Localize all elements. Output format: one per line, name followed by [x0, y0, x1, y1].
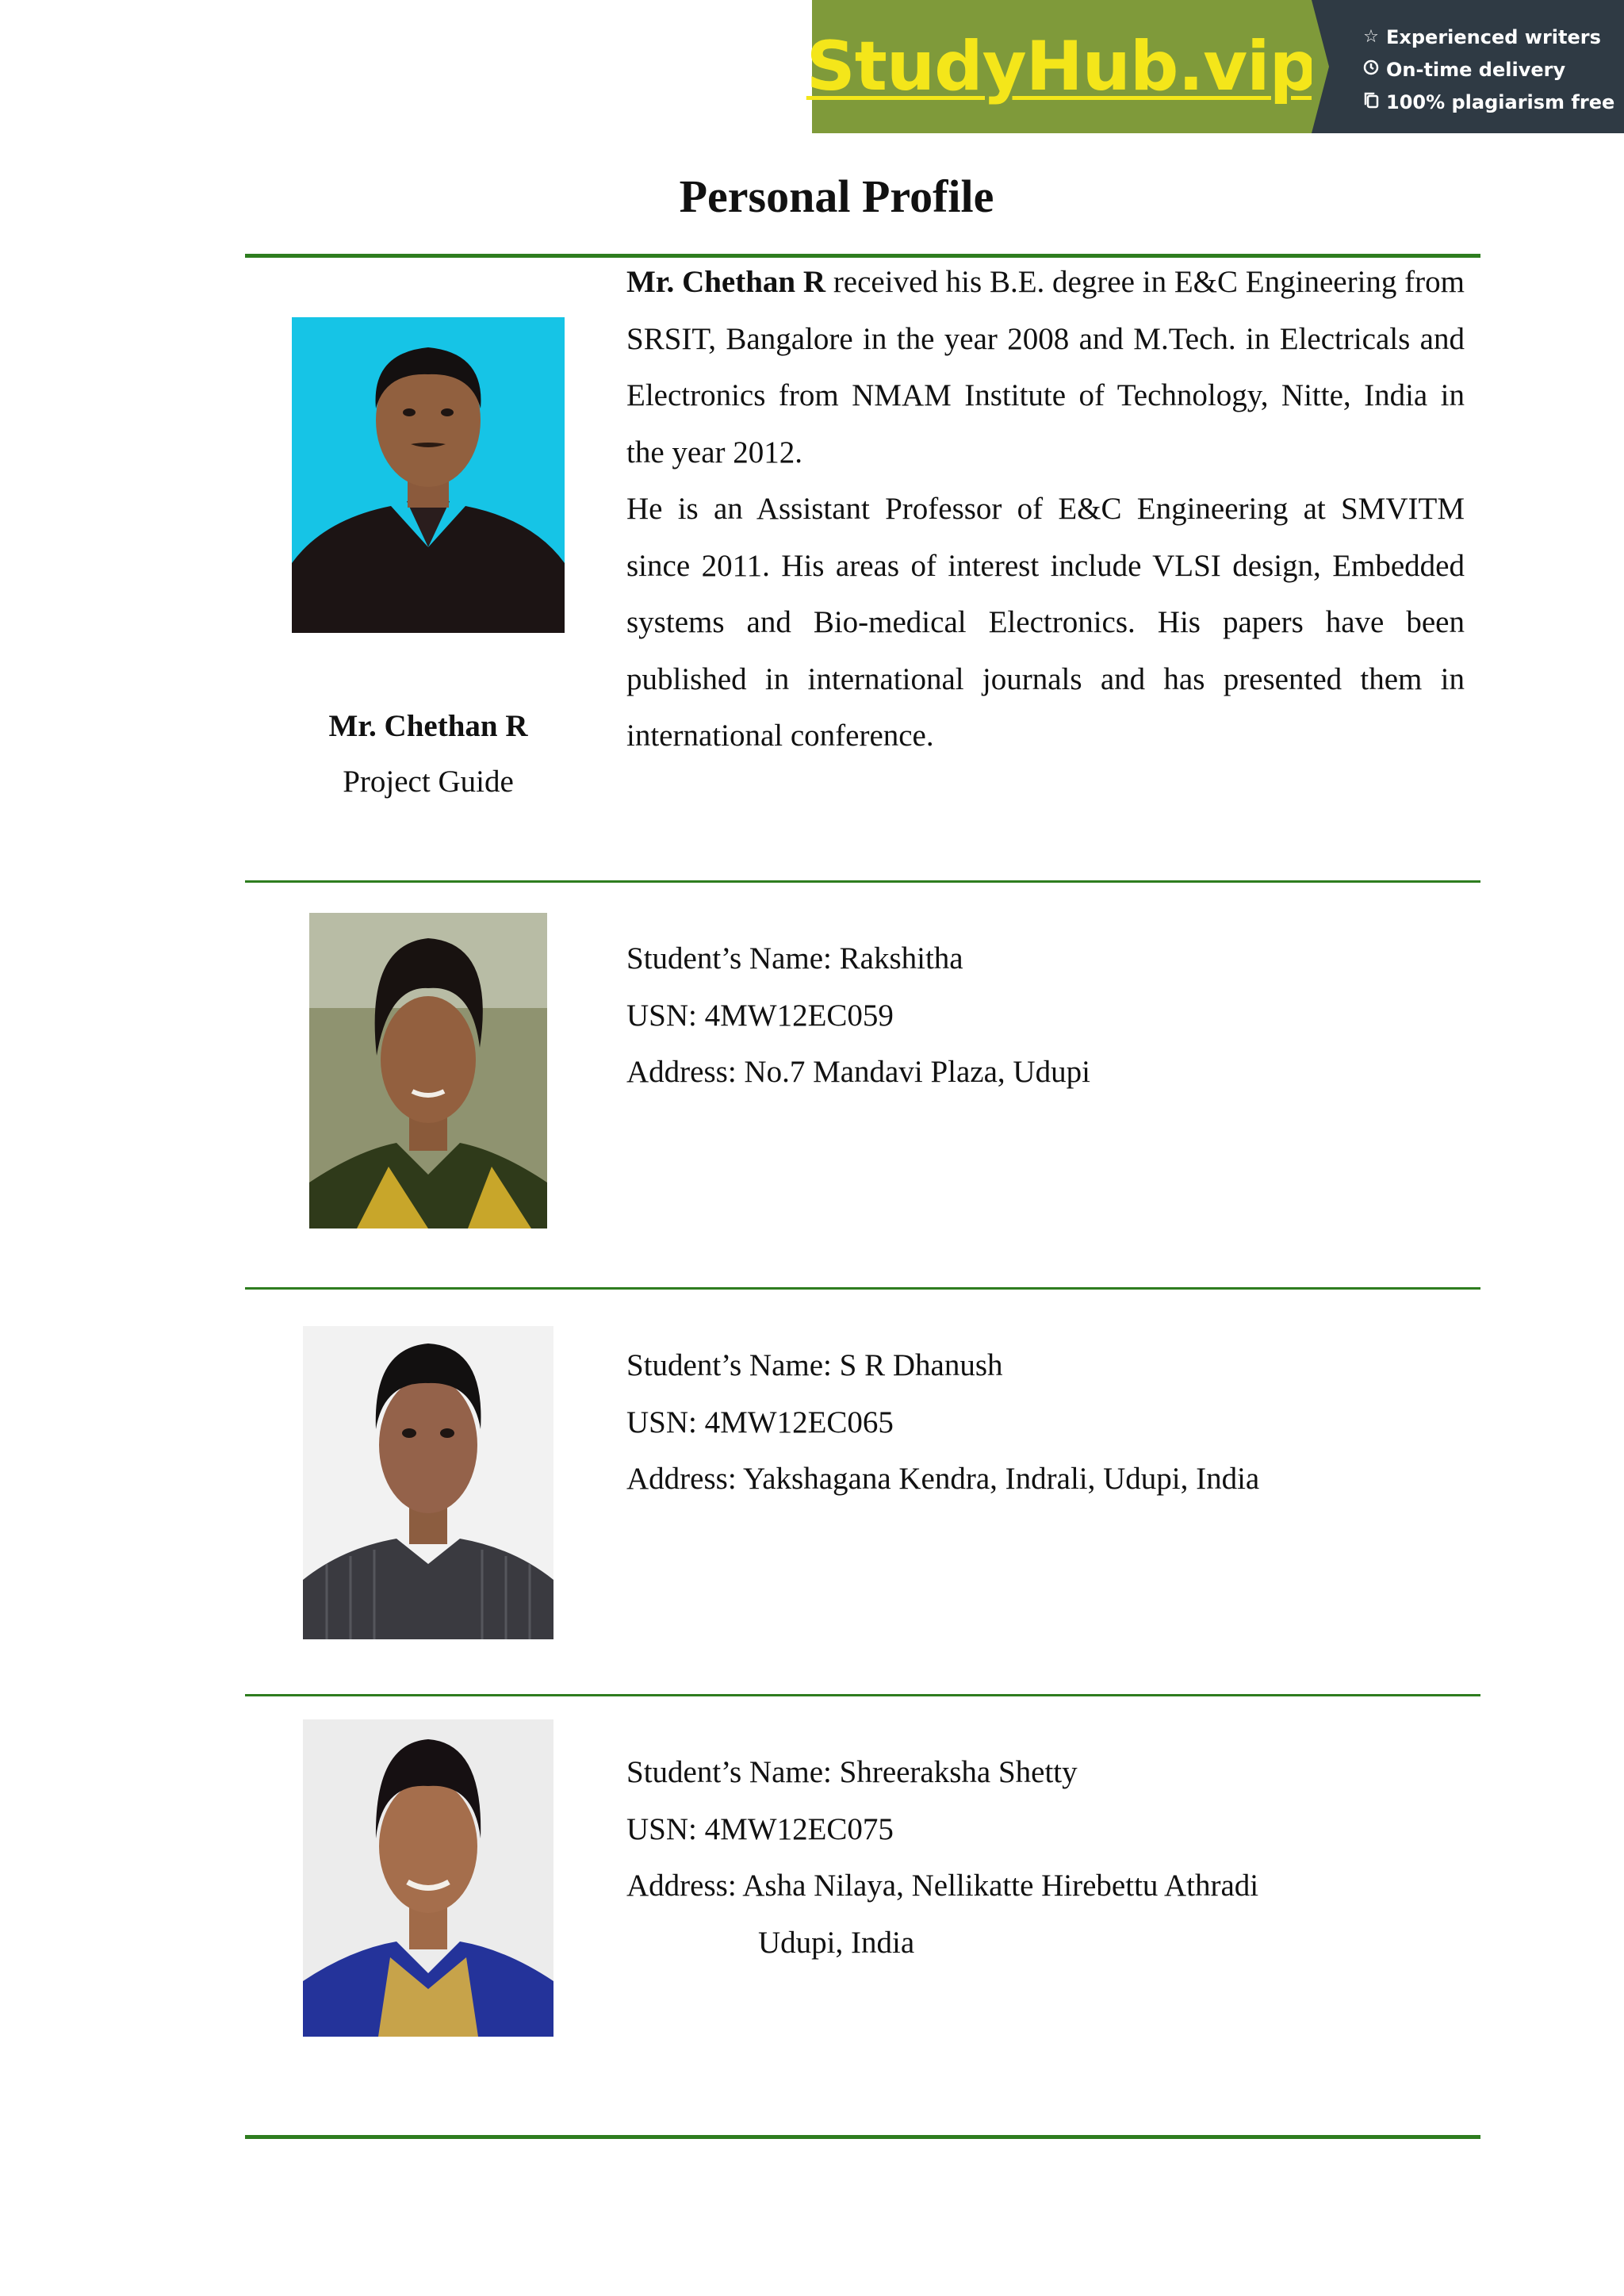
- student-photo: [303, 1326, 553, 1639]
- clock-icon: [1361, 59, 1381, 80]
- bio-paragraph: [626, 254, 1465, 481]
- student-address-continued: Udupi, India: [758, 1925, 915, 1960]
- student-usn: USN: 4MW12EC065: [626, 1405, 894, 1439]
- brand-logo-area[interactable]: [806, 0, 1318, 133]
- feature-experienced-writers: [1361, 21, 1624, 53]
- student-name: Student’s Name: Rakshitha: [626, 941, 963, 976]
- copy-icon: [1361, 91, 1381, 113]
- feature-plagiarism-free: [1361, 86, 1624, 118]
- guide-role: Project Guide: [343, 765, 514, 799]
- student-name: Student’s Name: Shreeraksha Shetty: [626, 1755, 1078, 1789]
- bio-text: He is an Assistant Professor of E&C Engineering at SMVITM since 2011. His areas of interest include VLSI design, Embedded systems and Bio-medical Electronics. His papers have been published in international journals and has presented them in international conference.: [626, 492, 1465, 753]
- student-address: Address: Asha Nilaya, Nellikatte Hirebettu Athradi: [626, 1869, 1259, 1903]
- brand-logo[interactable]: StudyHub.vip: [806, 27, 1318, 106]
- page-title: Personal Profile: [679, 171, 994, 222]
- student-usn: USN: 4MW12EC075: [626, 1811, 894, 1846]
- section-divider: [245, 1694, 1480, 1696]
- feature-label: Experienced writers: [1386, 25, 1601, 48]
- student-photo: [303, 1719, 553, 2037]
- feature-on-time-delivery: [1361, 53, 1624, 86]
- feature-label: On-time delivery: [1386, 58, 1566, 81]
- bio-name: Mr. Chethan R: [626, 265, 826, 299]
- student-details: [626, 1744, 1258, 1971]
- student-address: Address: No.7 Mandavi Plaza, Udupi: [626, 1055, 1090, 1089]
- student-name: Student’s Name: S R Dhanush: [626, 1348, 1003, 1382]
- section-divider: [245, 1287, 1480, 1290]
- star-icon: ☆: [1363, 27, 1379, 47]
- student-usn: USN: 4MW12EC059: [626, 998, 894, 1033]
- guide-biography: [626, 254, 1465, 765]
- bio-text: received his B.E. degree in E&C Engineering from SRSIT, Bangalore in the year 2008 and M.Tech. in Electricals and Electronics from NMAM Institute of Technology, Nitte, India in the year 2012.: [626, 265, 1465, 470]
- bio-paragraph: [626, 481, 1465, 765]
- student-photo: [309, 913, 547, 1228]
- guide-name: Mr. Chethan R: [328, 709, 528, 743]
- feature-label: 100% plagiarism free: [1386, 90, 1615, 113]
- banner-features: [1312, 0, 1624, 133]
- studyhub-banner[interactable]: [806, 0, 1624, 133]
- student-address: Address: Yakshagana Kendra, Indrali, Udupi, India: [626, 1462, 1260, 1496]
- section-divider: [245, 880, 1480, 883]
- student-details: [626, 930, 1090, 1101]
- student-details: [626, 1337, 1259, 1508]
- guide-photo: [292, 317, 565, 633]
- section-divider: [245, 2135, 1480, 2139]
